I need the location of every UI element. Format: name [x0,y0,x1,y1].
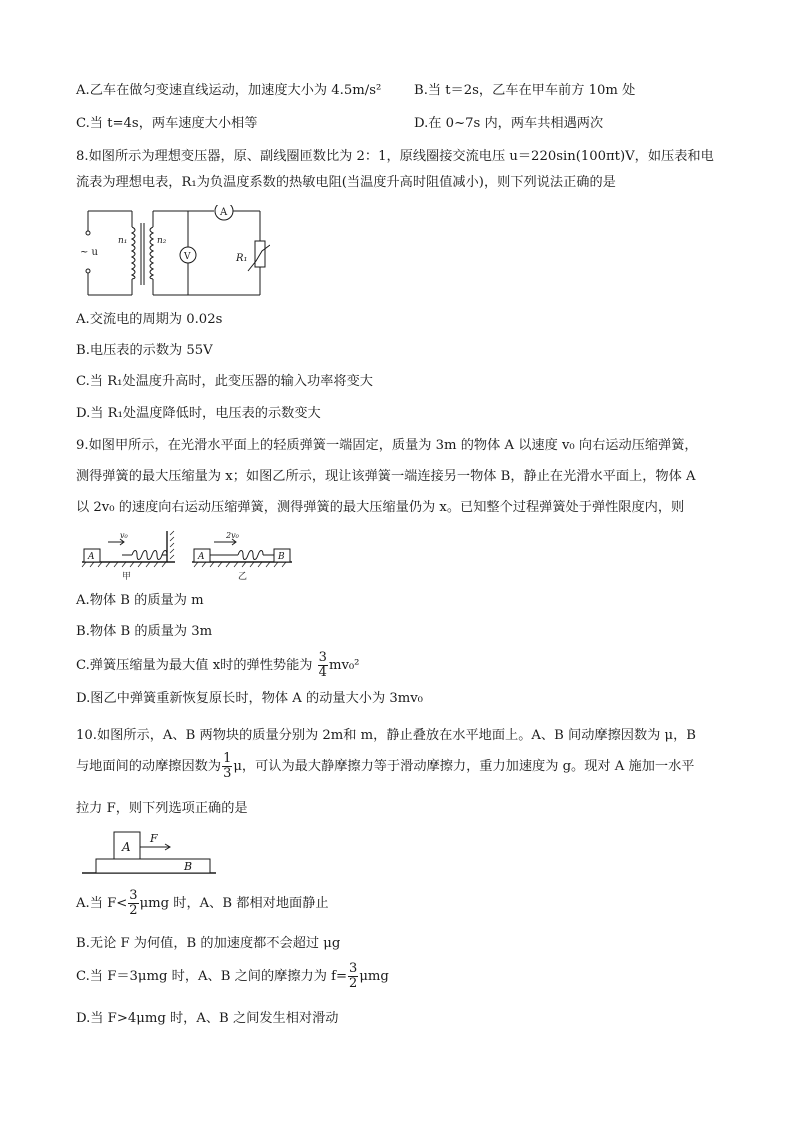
q10-option-a-rest: μmg 时，A、B 都相对地面静止 [139,896,329,911]
q8-stem-line1: 8.如图所示为理想变压器，原、副线圈匝数比为 2：1，原线圈接交流电压 u＝220sin(100πt)V，如压表和电 [76,149,714,164]
q8-figure-u-label: ~ u [80,247,98,258]
q9-fig1-velocity: v₀ [120,531,128,540]
q10-figure-force: F [150,832,158,845]
q9-fig1-block-a: A [88,552,95,562]
q8-figure-n2-label: n₂ [157,236,167,246]
q7-option-d: D.在 0~7s 内，两车共相遇两次 [414,116,604,131]
q8-figure-voltmeter-label: V [184,252,191,262]
q9-fig2-velocity: 2v₀ [226,531,239,540]
q9-stem-line3: 以 2v₀ 的速度向右运动压缩弹簧，测得弹簧的最大压缩量仍为 x。已知整个过程弹簧处于弹性限度内，则 [76,500,685,515]
q8-figure-ammeter-label: A [220,207,228,218]
q9-option-c [76,651,359,681]
q10-stem-line3: 拉力 F，则下列选项正确的是 [76,801,248,816]
q10-stem-line2-text: 与地面间的动摩擦因数为 [76,759,222,774]
q10-option-a-numerator: 3 [129,888,138,903]
q10-option-c [76,962,389,992]
q9-fig2-block-a: A [198,552,205,562]
q9-option-c-numerator: 3 [318,650,327,665]
q8-transformer-circuit-figure [80,205,270,300]
q10-option-a-denominator: 2 [129,903,138,918]
q10-stem-line1: 10.如图所示，A、B 两物块的质量分别为 2m和 m，静止叠放在水平地面上。A、B 间动摩擦因数为 μ，B [76,728,696,743]
q9-option-c-unit: mv₀² [328,658,360,673]
q10-blocks-figure [80,827,220,877]
q8-figure-n1-label: n₁ [118,236,128,246]
q9-stem-line2: 测得弹簧的最大压缩量为 x；如图乙所示，现让该弹簧一端连接另一物体 B，静止在光滑水平面上，物体 A [76,469,696,484]
q10-option-a-text: A.当 F< [76,896,128,911]
q9-option-b: B.物体 B 的质量为 3m [76,624,213,639]
q9-option-a: A.物体 B 的质量为 m [76,593,204,608]
q10-figure-block-a: A [122,840,131,854]
q10-option-c-denominator: 2 [349,976,358,991]
q10-option-a [76,889,329,919]
q10-option-d: D.当 F>4μmg 时，A、B 之间发生相对滑动 [76,1011,339,1026]
q10-stem-numerator: 1 [223,751,232,766]
q8-stem-line2: 流表为理想电表，R₁为负温度系数的热敏电阻(当温度升高时阻值减小)，则下列说法正确的是 [76,175,616,190]
q10-stem-denominator: 3 [223,766,232,781]
q8-figure-r1-label: R₁ [236,253,248,264]
q9-stem-line1: 9.如图甲所示，在光滑水平面上的轻质弹簧一端固定，质量为 3m 的物体 A 以速度 v₀ 向右运动压缩弹簧， [76,438,698,453]
q10-stem-fraction [222,752,232,781]
q7-option-a: A.乙车在做匀变速直线运动，加速度大小为 4.5m/s² [76,83,382,98]
q9-fig1-caption: 甲 [122,572,132,582]
q10-option-c-numerator: 3 [349,961,358,976]
q8-option-d: D.当 R₁处温度降低时，电压表的示数变大 [76,406,321,421]
q9-spring-figures [80,527,305,585]
q10-option-c-fraction [348,962,358,991]
q9-option-d: D.图乙中弹簧重新恢复原长时，物体 A 的动量大小为 3mv₀ [76,691,423,706]
q7-option-b: B.当 t＝2s，乙车在甲车前方 10m 处 [414,83,636,98]
q8-option-b: B.电压表的示数为 55V [76,343,213,358]
q9-fig2-caption: 乙 [238,572,248,582]
q8-option-a: A.交流电的周期为 0.02s [76,312,223,327]
q10-option-b: B.无论 F 为何值，B 的加速度都不会超过 μg [76,936,341,951]
q9-option-c-text: C.弹簧压缩量为最大值 x时的弹性势能为 [76,658,313,673]
q10-stem-line2-rest: μ，可认为最大静摩擦力等于滑动摩擦力，重力加速度为 g。现对 A 施加一水平 [233,759,695,774]
q10-figure-block-b: B [184,860,193,873]
q8-option-c: C.当 R₁处温度升高时，此变压器的输入功率将变大 [76,374,373,389]
q9-fig2-block-b: B [278,552,285,562]
q9-option-c-denominator: 4 [318,665,327,680]
q7-option-c: C.当 t=4s，两车速度大小相等 [76,116,258,131]
q10-stem-line2 [76,752,694,782]
q10-option-c-text: C.当 F＝3μmg 时，A、B 之间的摩擦力为 f= [76,969,348,984]
q10-option-a-fraction [128,889,138,918]
q9-option-c-fraction [318,651,328,680]
q10-option-c-rest: μmg [359,969,389,984]
